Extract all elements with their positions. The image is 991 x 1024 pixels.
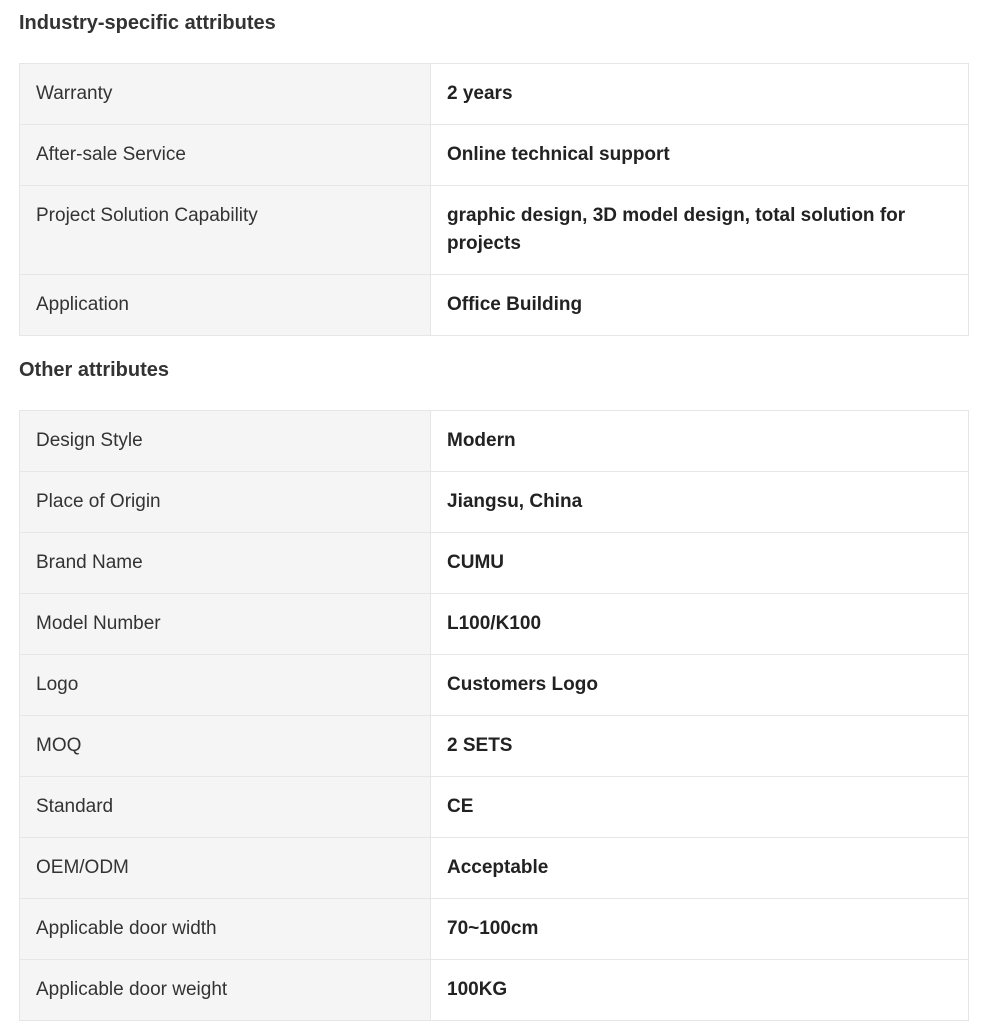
table-row — [20, 777, 969, 838]
attr-value-warranty: 2 years — [431, 64, 969, 125]
attr-key-brand-name: Brand Name — [20, 533, 431, 594]
attr-value-design-style: Modern — [431, 411, 969, 472]
attr-key-model-number: Model Number — [20, 594, 431, 655]
attr-value-application: Office Building — [431, 275, 969, 336]
attr-key-applicable-door-width: Applicable door width — [20, 899, 431, 960]
attr-value-brand-name: CUMU — [431, 533, 969, 594]
attr-key-place-of-origin: Place of Origin — [20, 472, 431, 533]
table-row — [20, 960, 969, 1021]
industry-attributes-table — [19, 63, 969, 336]
attr-key-application: Application — [20, 275, 431, 336]
table-row — [20, 411, 969, 472]
attr-value-standard: CE — [431, 777, 969, 838]
attr-key-design-style: Design Style — [20, 411, 431, 472]
attr-key-standard: Standard — [20, 777, 431, 838]
table-row — [20, 125, 969, 186]
attr-value-after-sale-service: Online technical support — [431, 125, 969, 186]
table-row — [20, 838, 969, 899]
attr-key-moq: MOQ — [20, 716, 431, 777]
attr-value-moq: 2 SETS — [431, 716, 969, 777]
table-row — [20, 472, 969, 533]
table-row — [20, 275, 969, 336]
attr-key-after-sale-service: After-sale Service — [20, 125, 431, 186]
section-title-industry-specific-attributes: Industry-specific attributes — [19, 12, 276, 34]
table-row — [20, 64, 969, 125]
table-row — [20, 899, 969, 960]
attr-value-oem-odm: Acceptable — [431, 838, 969, 899]
attr-key-applicable-door-weight: Applicable door weight — [20, 960, 431, 1021]
attr-value-logo: Customers Logo — [431, 655, 969, 716]
table-row — [20, 655, 969, 716]
table-row — [20, 594, 969, 655]
attr-value-place-of-origin: Jiangsu, China — [431, 472, 969, 533]
attr-value-applicable-door-width: 70~100cm — [431, 899, 969, 960]
section-title-other-attributes: Other attributes — [19, 359, 170, 381]
attr-value-project-solution-capability: graphic design, 3D model design, total solution for projects — [431, 186, 969, 275]
attr-key-warranty: Warranty — [20, 64, 431, 125]
attr-key-oem-odm: OEM/ODM — [20, 838, 431, 899]
other-attributes-table — [19, 410, 969, 1021]
attr-key-project-solution-capability: Project Solution Capability — [20, 186, 431, 275]
table-row — [20, 186, 969, 275]
table-row — [20, 716, 969, 777]
table-row — [20, 533, 969, 594]
attr-value-model-number: L100/K100 — [431, 594, 969, 655]
attr-key-logo: Logo — [20, 655, 431, 716]
attr-value-applicable-door-weight: 100KG — [431, 960, 969, 1021]
